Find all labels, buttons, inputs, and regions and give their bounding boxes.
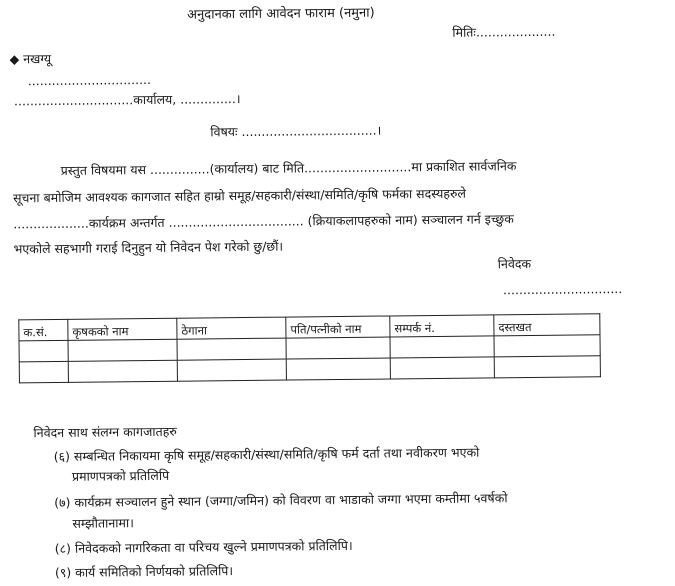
col-signature: दस्तखत	[494, 314, 600, 336]
subject-line: विषयः ..................................।	[210, 122, 382, 140]
office-line: ..............................कार्यालय, ..............।	[13, 91, 241, 109]
signer-label: निवेदक	[497, 255, 532, 272]
paragraph-line-4: भएकोले सहभागी गराई दिनुहुन यो निवेदन पेश गरेको छु/छौं।	[13, 238, 284, 257]
addressee-label: नखग्यू	[23, 51, 52, 67]
date-field: मितिः....................	[452, 23, 556, 40]
col-contact: सम्पर्क नं.	[390, 315, 494, 337]
col-serial: क.सं.	[19, 319, 68, 341]
attachment-item-9: (९) कार्य समितिको निर्णयको प्रतिलिपि।	[54, 563, 234, 581]
attachment-item-7: (७) कार्यक्रम सञ्चालन हुने स्थान (जग्गा/जमिन) को विवरण वा भाडाको जग्गा भएमा कम्तीमा ५वर्षको	[54, 490, 508, 511]
col-farmer-name: कृषकको नाम	[68, 318, 177, 340]
attachment-item-7-cont: सम्झौतानामा।	[72, 515, 135, 531]
col-address: ठेगाना	[177, 317, 286, 339]
attachment-item-6-cont: प्रमाणपत्रको प्रतिलिपि	[71, 467, 170, 484]
paragraph-line-1-text: प्रस्तुत विषयमा यस ...............(कार्यालय) बाट मिति...........................मा प्रकाशित सार्वजनिक	[60, 158, 517, 178]
addressee-line	[9, 51, 51, 67]
signer-dots: ..............................	[502, 281, 623, 298]
attachment-item-8: (८) निवेदकको नागरिकता वा परिचय खुल्ने प्रमाणपत्रको प्रतिलिपि।	[54, 537, 353, 557]
paragraph-line-2: सूचना बमोजिम आवश्यक कागजात सहित हाम्रो समूह/सहकारी/संस्था/समिति/कृषि फर्मका सदस्यहरुले	[12, 185, 467, 206]
paragraph-line-3: ...................कार्यक्रम अन्तर्गत .................................. (क्रियाकलापहरुको नाम) सञ्चालन गर्न इच्छुक	[13, 211, 514, 232]
attachments-heading: निवेदन साथ संलग्न कागजातहरु	[33, 423, 177, 441]
addressee-dots: ...............................	[27, 71, 152, 89]
bullet-icon: ◆	[9, 51, 20, 67]
col-spouse-name: पति/पत्नीको नाम	[286, 316, 390, 338]
paragraph-line-1	[13, 157, 623, 179]
attachment-item-6: (६) सम्बन्धित निकायमा कृषि समूह/सहकारी/संस्था/समिति/कृषि फर्म दर्ता तथा नवीकरण भएको	[53, 444, 480, 465]
farmer-table	[18, 313, 601, 383]
form-title: अनुदानका लागि आवेदन फाराम (नमुना)	[187, 5, 375, 23]
